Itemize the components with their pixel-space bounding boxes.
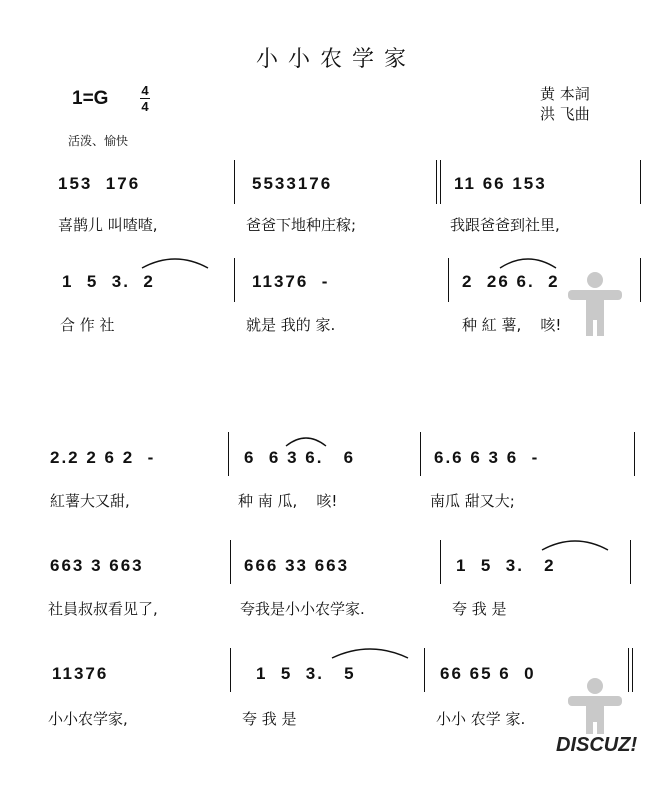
lyrics-r5-m1: 小小农学家, (48, 710, 128, 728)
person-watermark-icon (560, 268, 630, 338)
lyrics-r5-m3: 小小 农学 家. (436, 710, 526, 728)
key-signature: 1=G (72, 88, 109, 109)
credits (540, 84, 590, 124)
lyrics-r2-m1: 合 作 社 (60, 316, 115, 334)
lyrics-r3-m2: 种 南 瓜, 咳! (238, 492, 338, 510)
lyrics-r2-m3: 种 紅 薯, 咳! (462, 316, 562, 334)
lyrics-r3-m3: 南瓜 甜又大; (430, 492, 515, 510)
notes-r4-m1: 663 3 663 (50, 556, 144, 575)
lyrics-r4-m3: 夸 我 是 (452, 600, 507, 618)
slur (140, 250, 210, 270)
watermark-text: DISCUZ! (556, 734, 638, 756)
lyrics-r4-m2: 夸我是小小农学家. (240, 600, 365, 618)
lyrics-r3-m1: 紅薯大又甜, (50, 492, 130, 510)
lyrics-r1-m3: 我跟爸爸到社里, (450, 216, 560, 234)
barline (234, 160, 235, 204)
barline (630, 540, 631, 584)
lyrics-r2-m2: 就是 我的 家. (246, 316, 336, 334)
barline (228, 432, 229, 476)
notes-r5-m3: 66 65 6 0 (440, 664, 536, 683)
notes-r3-m2: 6 6 3 6. 6 (244, 448, 356, 467)
barline (640, 160, 641, 204)
time-sig-bottom: 4 (141, 99, 149, 114)
barline (440, 540, 441, 584)
time-signature (140, 84, 150, 113)
lyrics-r1-m1: 喜鹊儿 叫喳喳, (58, 216, 158, 234)
barline (634, 432, 635, 476)
tempo-marking: 活泼、愉快 (68, 134, 129, 148)
notes-r3-m1: 2.2 2 6 2 - (50, 448, 156, 467)
notes-r5-m1: 11376 (52, 664, 109, 683)
slur (540, 532, 610, 552)
notes-r2-m1: 1 5 3. 2 (62, 272, 155, 291)
slur (330, 640, 410, 660)
time-sig-top: 4 (141, 83, 149, 98)
barline (436, 160, 441, 204)
barline (420, 432, 421, 476)
lyrics-r1-m2: 爸爸下地种庄稼; (246, 216, 357, 234)
barline (230, 540, 231, 584)
lyrics-r5-m2: 夸 我 是 (242, 710, 297, 728)
notes-r2-m3: 2 26 6. 2 (462, 272, 560, 291)
notes-r1-m1: 153 176 (58, 174, 141, 193)
lyricist-credit: 黄 本詞 (540, 85, 590, 103)
barline (234, 258, 235, 302)
barline (640, 258, 641, 302)
notes-r3-m3: 6.6 6 3 6 - (434, 448, 540, 467)
song-title: 小小农学家 (255, 47, 416, 72)
notes-r2-m2: 11376 - (252, 272, 330, 291)
barline (448, 258, 449, 302)
notes-r1-m2: 5533176 (252, 174, 333, 193)
notes-r1-m3: 11 66 153 (454, 174, 547, 193)
slur (284, 430, 328, 448)
composer-credit: 洪 飞曲 (540, 105, 590, 123)
lyrics-r4-m1: 社員叔叔看见了, (48, 600, 158, 618)
notes-r4-m3: 1 5 3. 2 (456, 556, 556, 575)
slur (498, 250, 558, 270)
barline (230, 648, 231, 692)
notes-r5-m2: 1 5 3. 5 (256, 664, 356, 683)
person-watermark-icon (560, 676, 630, 736)
notes-r4-m2: 666 33 663 (244, 556, 350, 575)
barline (424, 648, 425, 692)
